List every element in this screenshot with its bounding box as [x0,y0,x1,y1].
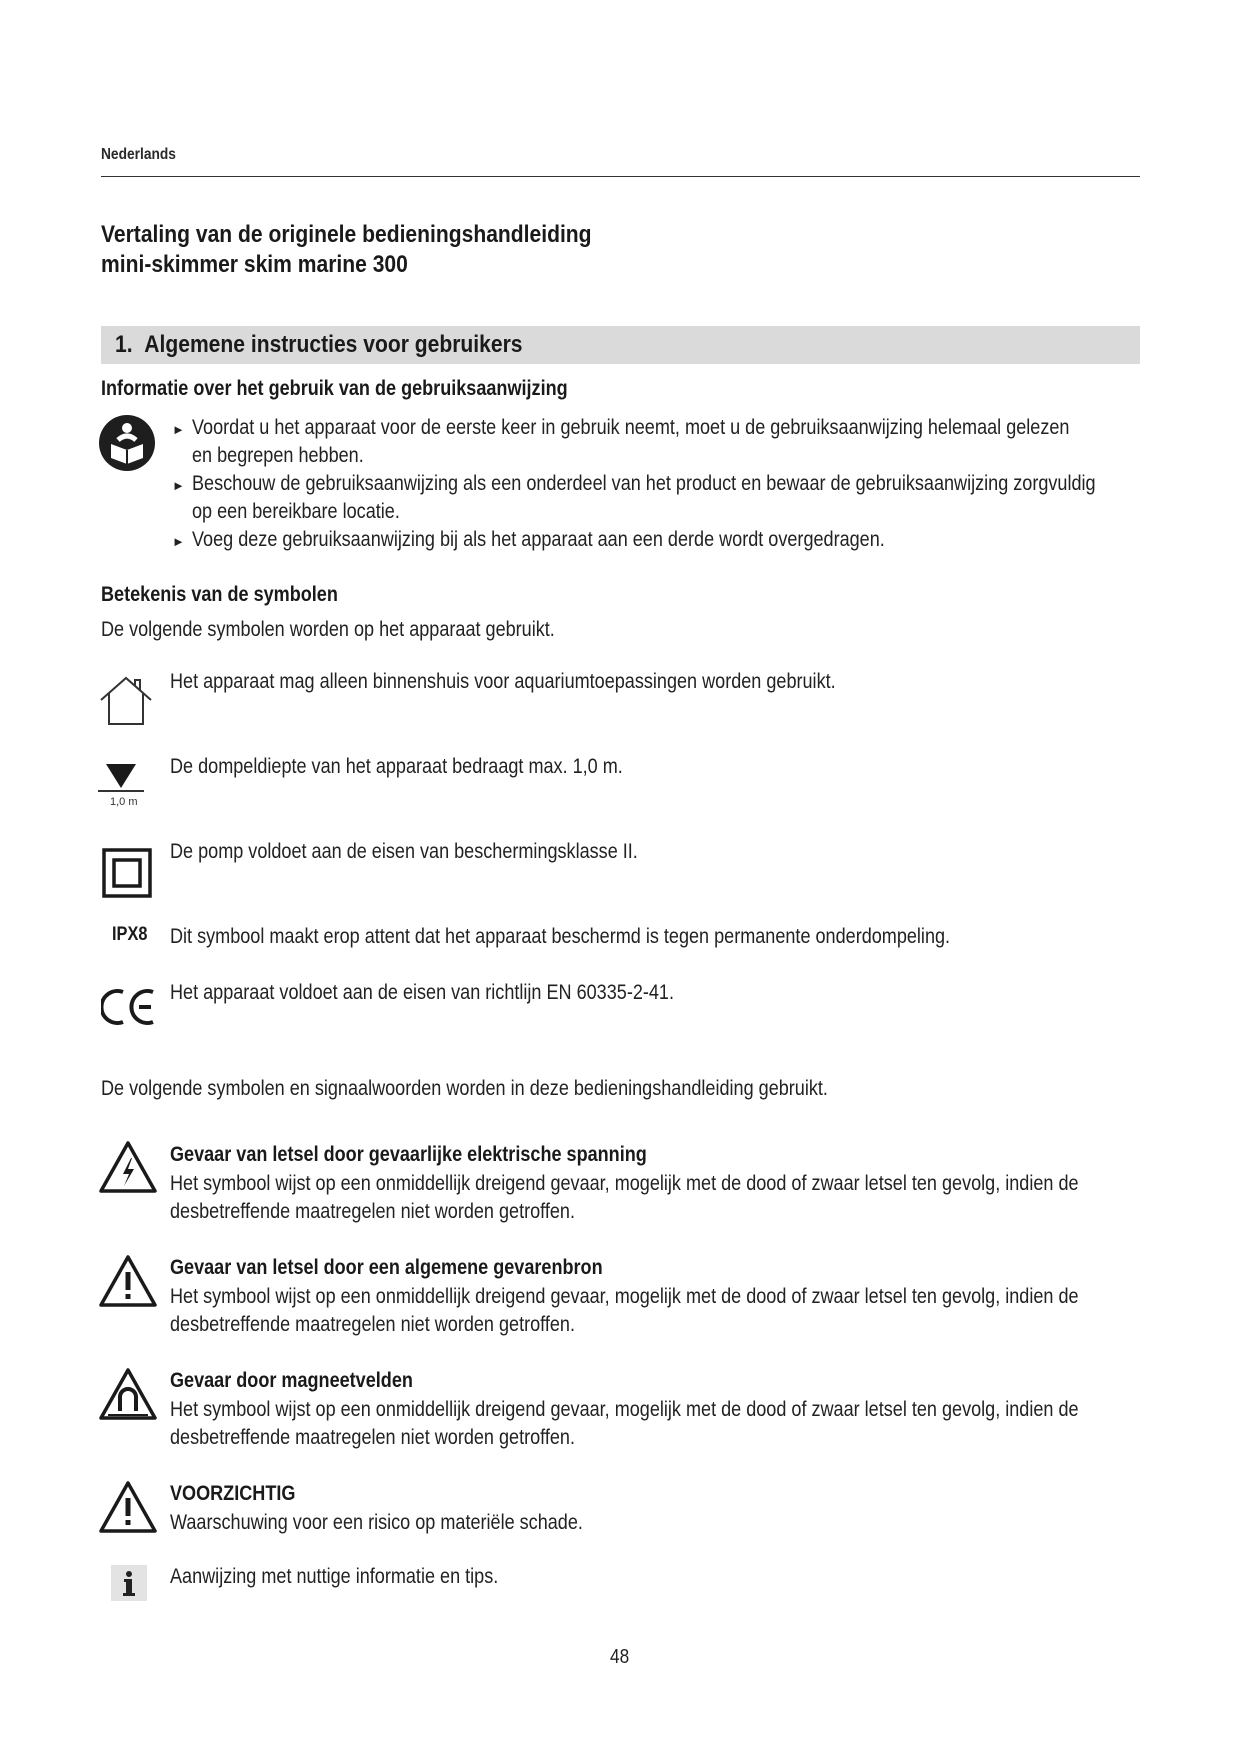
protection-class-2-icon [102,848,152,898]
symbols-intro: De volgende symbolen worden op het apparaat gebruikt. [101,618,555,641]
immersion-depth-label: 1,0 m [110,796,138,808]
document-title-line2: mini-skimmer skim marine 300 [101,251,408,278]
usage-bullet-3: Voeg deze gebruiksaanwijzing bij als het apparaat aan een derde wordt overgedragen. [192,528,885,551]
caution-body: Waarschuwing voor een risico op materiële schade. [170,1511,583,1534]
symbol-indoor-text: Het apparaat mag alleen binnenshuis voor aquariumtoepassingen worden gebruikt. [170,670,836,693]
info-text: Aanwijzing met nuttige informatie en tips. [170,1565,499,1588]
header-divider [101,176,1140,177]
caution-icon [98,1480,158,1534]
document-title-line1: Vertaling van de originele bedieningshandleiding [101,221,592,248]
caution-title: VOORZICHTIG [170,1482,296,1505]
indoor-house-icon [99,676,153,726]
immersion-depth-icon [98,762,144,796]
warning-electric-body: Het symbool wijst op een onmiddellijk dreigend gevaar, mogelijk met de dood of zwaar letsel ten gevolg, indien de desbetreffende maatregelen niet worden getroffen. [170,1172,1079,1223]
electric-hazard-icon [98,1140,158,1194]
symbol-protection-text: De pomp voldoet aan de eisen van beschermingsklasse II. [170,840,638,863]
symbol-ipx8-text: Dit symbool maakt erop attent dat het apparaat beschermd is tegen permanente onderdompeling. [170,925,951,948]
section-number: 1. [115,331,133,358]
symbols-heading: Betekenis van de symbolen [101,583,338,606]
usage-heading: Informatie over het gebruik van de gebruiksaanwijzing [101,377,568,400]
warning-general-title: Gevaar van letsel door een algemene gevarenbron [170,1256,603,1279]
general-hazard-icon [98,1254,158,1308]
bullet-marker: ► [172,478,185,493]
ipx8-label: IPX8 [112,924,148,945]
warning-general-body: Het symbool wijst op een onmiddellijk dreigend gevaar, mogelijk met de dood of zwaar letsel ten gevolg, indien de desbetreffende maatregelen niet worden getroffen. [170,1285,1079,1336]
magnetic-field-hazard-icon [98,1367,158,1421]
info-icon [111,1565,147,1601]
page-number: 48 [610,1646,630,1668]
section-title-text: Algemene instructies voor gebruikers [144,331,523,358]
ce-mark-icon [101,988,159,1026]
signals-intro: De volgende symbolen en signaalwoorden worden in deze bedieningshandleiding gebruikt. [101,1077,828,1100]
bullet-marker: ► [172,422,185,437]
symbol-depth-text: De dompeldiepte van het apparaat bedraagt max. 1,0 m. [170,755,623,778]
header-language: Nederlands [101,146,176,163]
symbol-ce-text: Het apparaat voldoet aan de eisen van richtlijn EN 60335-2-41. [170,981,675,1004]
warning-magnetic-body: Het symbool wijst op een onmiddellijk dreigend gevaar, mogelijk met de dood of zwaar letsel ten gevolg, indien de desbetreffende maatregelen niet worden getroffen. [170,1398,1079,1449]
usage-bullet-1: Voordat u het apparaat voor de eerste keer in gebruik neemt, moet u de gebruiksaanwijzing helemaal gelezen en begrepen hebben. [192,416,1070,467]
warning-magnetic-title: Gevaar door magneetvelden [170,1369,413,1392]
section-title [115,331,589,359]
warning-electric-title: Gevaar van letsel door gevaarlijke elektrische spanning [170,1143,647,1166]
read-manual-icon [98,414,156,472]
bullet-marker: ► [172,534,185,549]
usage-bullet-2: Beschouw de gebruiksaanwijzing als een onderdeel van het product en bewaar de gebruiksaanwijzing zorgvuldig op een bereikbare locatie. [192,472,1096,523]
